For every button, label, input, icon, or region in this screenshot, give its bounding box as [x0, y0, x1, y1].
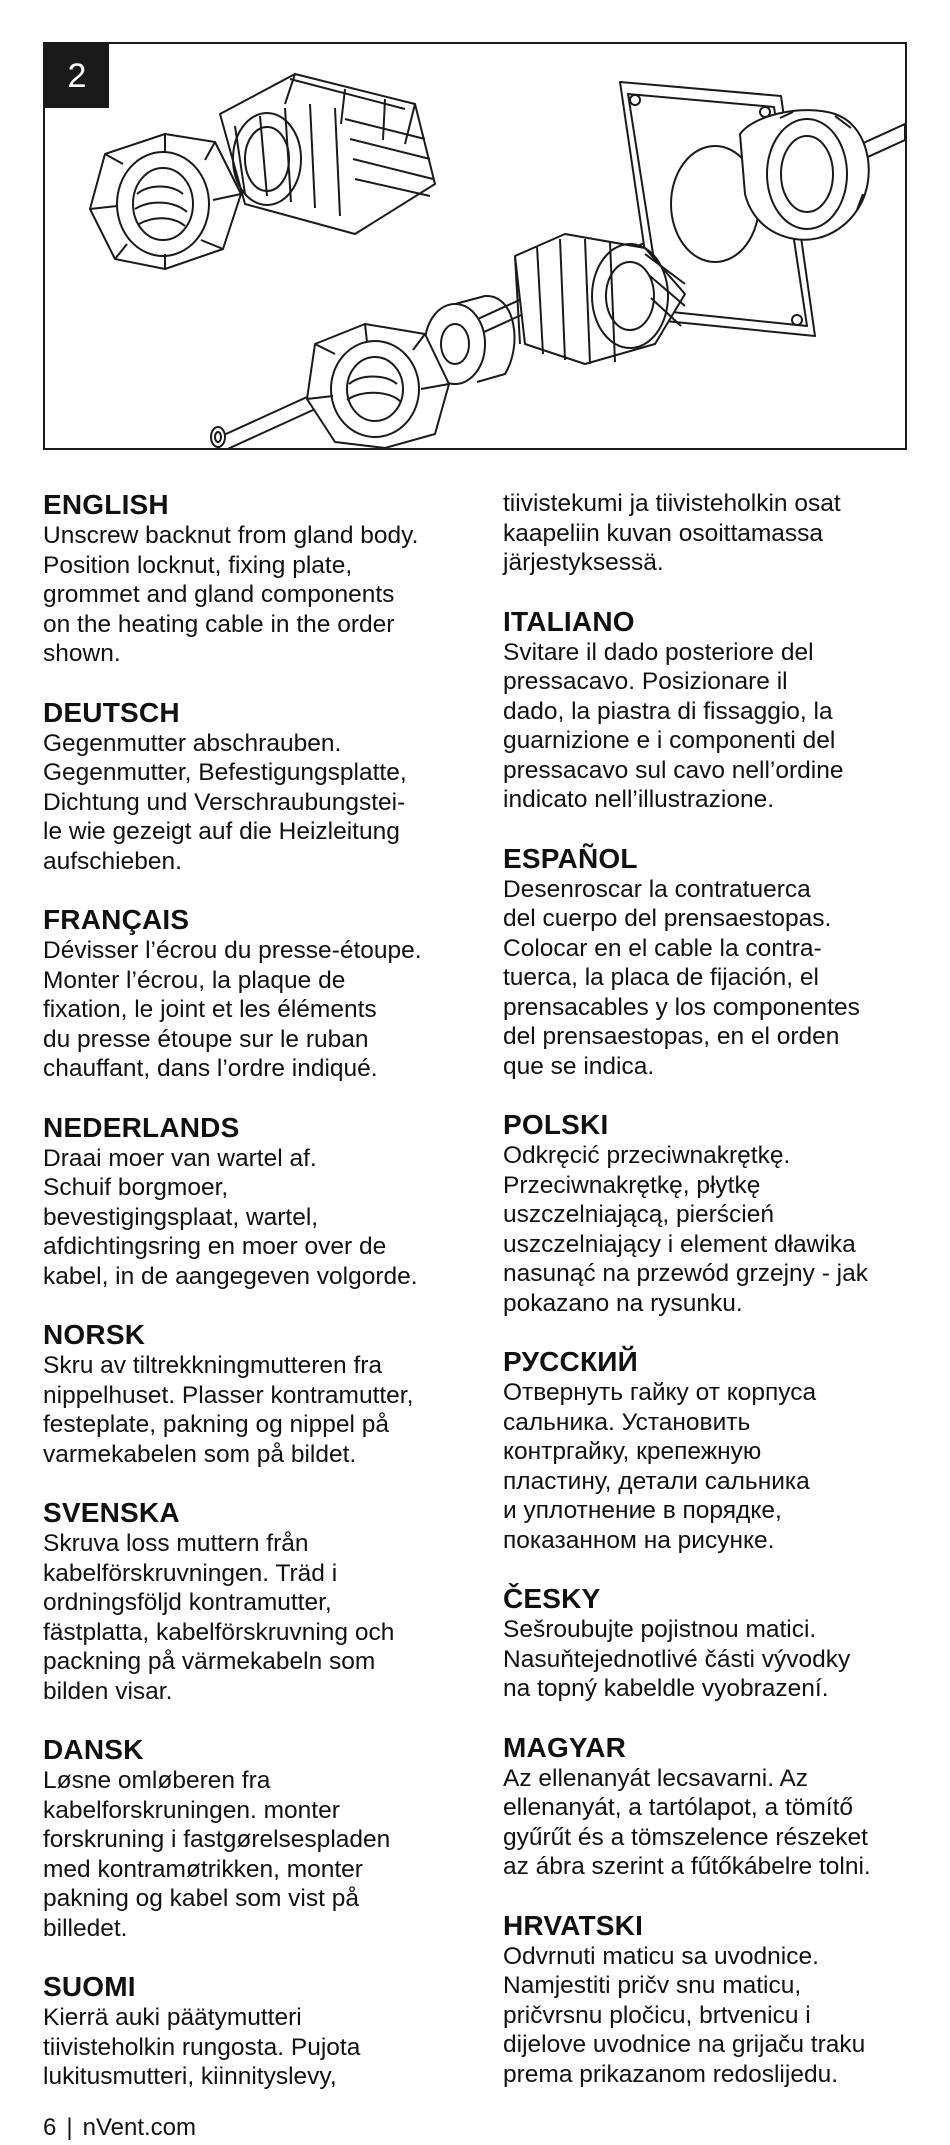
section-dansk [43, 1734, 463, 1943]
section-deutsch [43, 697, 463, 877]
section-nederlands [43, 1112, 463, 1292]
section-text: Skru av tiltrekkningmutteren fra nippelhuset. Plasser kontramutter, festeplate, pakning og nippel på varmekabelen som på bildet. [43, 1352, 414, 1468]
footer-separator: | [66, 2114, 73, 2141]
section-espanol [503, 843, 923, 1082]
section-text: Kierrä auki päätymutteri tiivisteholkin rungosta. Pujota lukitusmutteri, kiinnityslevy, [43, 2004, 361, 2090]
section-heading: ENGLISH [43, 489, 169, 520]
section-text: Отвернуть гайку от корпуса сальника. Установить контргайку, крепежную пластину, детали сальника и уплотнение в порядке, показанном на рисунке. [503, 1379, 817, 1554]
section-heading: NORSK [43, 1319, 146, 1350]
installation-figure [43, 42, 907, 450]
section-text: Odkręcić przeciwnakrętkę. Przeciwnakrętkę, płytkę uszczelniającą, pierścień uszczelniający i element dławika nasunąć na przewód grzejny - jak pokazano na rysunku. [503, 1142, 868, 1317]
section-text: Unscrew backnut from gland body. Position locknut, fixing plate, grommet and gland components on the heating cable in the order shown. [43, 522, 419, 667]
page-footer [43, 2114, 196, 2142]
right-column [503, 489, 923, 2117]
section-text: Draai moer van wartel af. Schuif borgmoer, bevestigingsplaat, wartel, afdichtingsring en moer over de kabel, in de aangegeven volgorde. [43, 1144, 418, 1290]
section-heading: NEDERLANDS [43, 1111, 240, 1143]
section-heading: ITALIANO [503, 605, 635, 637]
section-heading: РУССКИЙ [503, 1346, 638, 1377]
section-heading: ESPAÑOL [503, 842, 638, 874]
cable-gland-exploded-illustration [45, 44, 905, 448]
section-text: Az ellenanyát lecsavarni. Az ellenanyát, a tartólapot, a tömítő gyűrűt és a tömszelence részeket az ábra szerint a fűtőkábelre tolni. [503, 1764, 871, 1880]
section-suomi [43, 1971, 463, 2092]
section-text: Odvrnuti maticu sa uvodnice. Namjestiti pričv snu maticu, pričvrsnu pločicu, brtvenicu i dijelove uvodnice na grijaču traku prema prikazanom redoslijedu. [503, 1942, 866, 2088]
section-russian [503, 1346, 923, 1555]
section-heading: MAGYAR [503, 1731, 627, 1763]
section-text: Skruva loss muttern från kabelförskruvningen. Träd i ordningsföljd kontramutter, fästplatta, kabelförskruvning och packning på värmekabeln som bilden visar. [43, 1530, 395, 1705]
section-norsk [43, 1319, 463, 1469]
figure-number: 2 [45, 44, 109, 108]
section-heading: POLSKI [503, 1109, 609, 1140]
section-hrvatski [503, 1910, 923, 2090]
section-text: Dévisser l’écrou du presse-étoupe. Monter l’écrou, la plaque de fixation, le joint et les éléments du presse étoupe sur le ruban chauffant, dans l’ordre indiqué. [43, 937, 422, 1082]
section-svenska [43, 1497, 463, 1706]
section-text: Desenroscar la contratuerca del cuerpo del prensaestopas. Colocar en el cable la contra- tuerca, la placa de fijación, el prensacables y los componentes del prensaestopas, en el orden que se indica. [503, 875, 860, 1080]
section-italiano [503, 606, 923, 815]
section-magyar [503, 1732, 923, 1882]
page-number: 6 [43, 2114, 57, 2141]
section-text: Gegenmutter abschrauben. Gegenmutter, Befestigungsplatte, Dichtung und Verschraubungstei- le wie gezeigt auf die Heizleitung aufschieben. [43, 729, 407, 875]
section-heading: SUOMI [43, 1971, 136, 2002]
section-text: Sešroubujte pojistnou matici. Nasuňtejednotlivé části vývodky na topný kabeldle vyobrazení. [503, 1616, 851, 1702]
section-heading: DEUTSCH [43, 696, 180, 728]
section-heading: ČESKY [503, 1583, 601, 1614]
section-francais [43, 904, 463, 1084]
section-text: tiivistekumi ja tiivisteholkin osat kaapeliin kuvan osoittamassa järjestyksessä. [503, 490, 841, 576]
left-column [43, 489, 463, 2120]
section-text: Løsne omløberen fra kabelforskruningen. monter forskruning i fastgørelsespladen med kontramøtrikken, monter pakning og kabel som vist på billedet. [43, 1767, 391, 1942]
section-heading: DANSK [43, 1734, 144, 1765]
section-suomi-continued [503, 489, 923, 578]
section-heading: HRVATSKI [503, 1909, 644, 1941]
section-english [43, 489, 463, 669]
section-text: Svitare il dado posteriore del pressacavo. Posizionare il dado, la piastra di fissaggio, la guarnizione e i componenti del pressacavo sul cavo nell’ordine indicato nell’illustrazione. [503, 638, 844, 813]
section-heading: FRANÇAIS [43, 904, 190, 935]
footer-site: nVent.com [82, 2114, 196, 2141]
section-cesky [503, 1583, 923, 1704]
section-polski [503, 1109, 923, 1318]
section-heading: SVENSKA [43, 1497, 180, 1528]
